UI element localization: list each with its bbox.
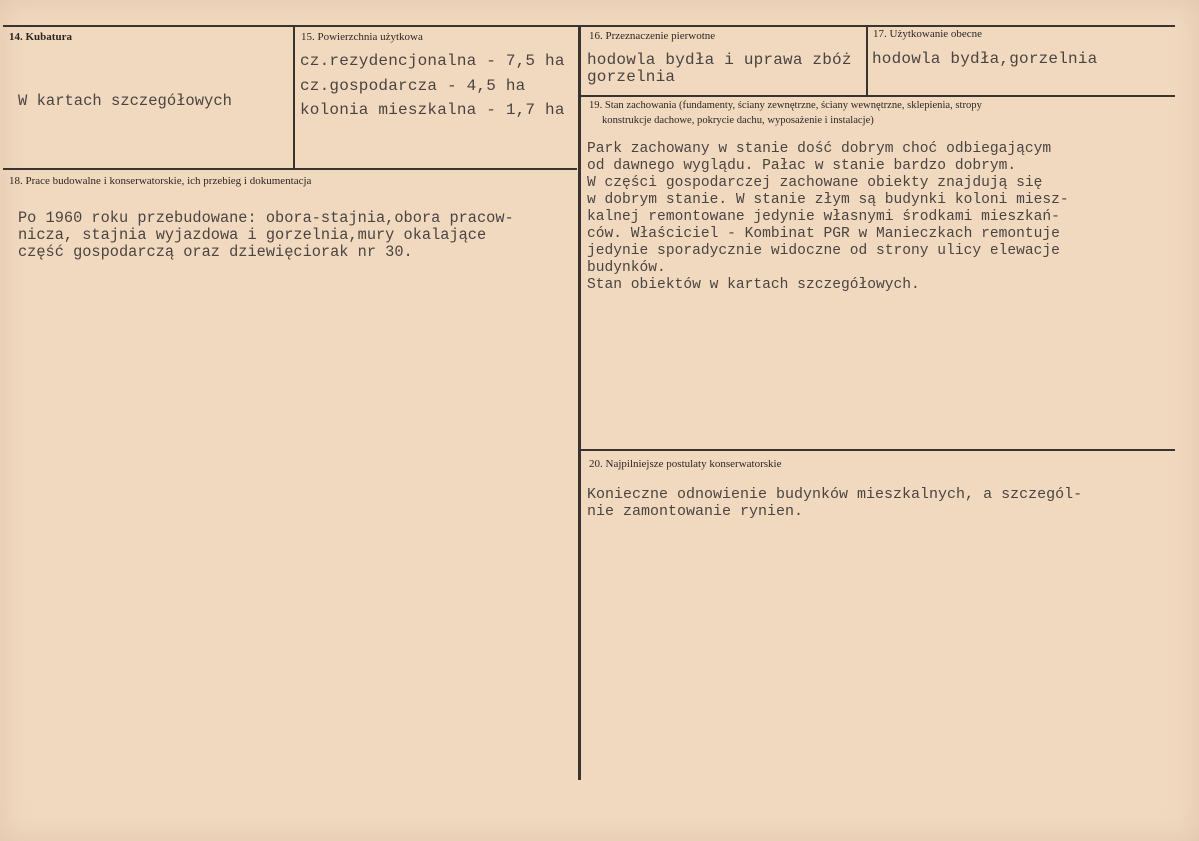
field-19-line-6: ców. Właściciel - Kombinat PGR w Manieczkach remontuje <box>587 226 1060 242</box>
field-20-line-1: Konieczne odnowienie budynków mieszkalnych, a szczegól- <box>587 486 1083 503</box>
field-19-label-line-1: 19. Stan zachowania (fundamenty, ściany zewnętrzne, ściany wewnętrzne, sklepienia, stropy <box>589 100 982 111</box>
field-19-line-4: w dobrym stanie. W stanie złym są budynki koloni miesz- <box>587 192 1069 208</box>
field-15-line-1: cz.rezydencjonalna - 7,5 ha <box>300 52 565 70</box>
rule-above-section-20 <box>580 449 1175 451</box>
divider-14-15 <box>293 26 295 169</box>
field-18-label: 18. Prace budowalne i konserwatorskie, ich przebieg i dokumentacja <box>9 175 312 187</box>
field-19-line-5: kalnej remontowane jedynie własnymi środkami mieszkań- <box>587 209 1060 225</box>
field-18-line-2: nicza, stajnia wyjazdowa i gorzelnia,mury okalające <box>18 226 487 244</box>
field-18-line-1: Po 1960 roku przebudowane: obora-stajnia,obora pracow- <box>18 209 514 227</box>
field-15-line-3: kolonia mieszkalna - 1,7 ha <box>300 101 565 119</box>
top-rule <box>3 25 1175 27</box>
field-14-value: W kartach szczegółowych <box>18 92 232 110</box>
rule-under-section-16-17 <box>580 95 1175 97</box>
field-15-label: 15. Powierzchnia użytkowa <box>301 31 423 43</box>
field-20-line-2: nie zamontowanie rynien. <box>587 503 804 520</box>
field-19-line-7: jedynie sporadycznie widoczne od strony ulicy elewacje <box>587 243 1060 259</box>
field-16-label: 16. Przeznaczenie pierwotne <box>589 30 716 42</box>
field-16-line-2: gorzelnia <box>587 68 676 86</box>
field-17-value: hodowla bydła,gorzelnia <box>872 50 1098 68</box>
main-vertical-divider <box>578 26 581 780</box>
field-19-line-2: od dawnego wyglądu. Pałac w stanie bardzo dobrym. <box>587 158 1017 174</box>
field-20-label: 20. Najpilniejsze postulaty konserwatorskie <box>589 458 782 470</box>
field-19-label-line-2: konstrukcje dachowe, pokrycie dachu, wyposażenie i instalacje) <box>602 115 874 126</box>
divider-16-17 <box>866 26 868 96</box>
field-19-line-1: Park zachowany w stanie dość dobrym choć odbiegającym <box>587 141 1052 157</box>
field-19-line-8: budynków. <box>587 260 666 276</box>
field-17-label: 17. Użytkowanie obecne <box>873 28 983 40</box>
field-18-line-3: część gospodarczą oraz dziewięciorak nr 30. <box>18 243 413 261</box>
field-19-line-3: W części gospodarczej zachowane obiekty znajdują się <box>587 175 1043 191</box>
rule-under-section-14-15 <box>3 168 577 170</box>
field-19-line-9: Stan obiektów w kartach szczegółowych. <box>587 277 920 293</box>
field-15-line-2: cz.gospodarcza - 4,5 ha <box>300 77 526 95</box>
field-16-line-1: hodowla bydła i uprawa zbóż <box>587 51 852 69</box>
field-14-label: 14. Kubatura <box>9 31 72 43</box>
